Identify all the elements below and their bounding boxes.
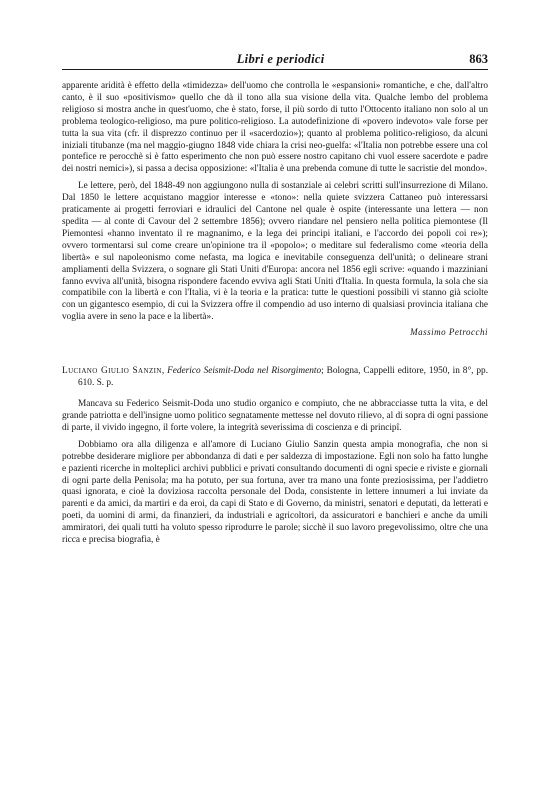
book-publication: ; Bologna, Cappelli editore, 1950, in 8°, pp. 610. S. p. (78, 366, 489, 389)
review1-signature: Massimo Petrocchi (410, 327, 488, 338)
review1-paragraph-1: apparente aridità è effetto della «timidezza» dell'uomo che controlla le «espansioni» romantiche, e che, dall'altro canto, è il suo «positivismo» quello che dà il tono alla sua visione della vita. Qualche lembo del problema religioso si mostra anche in quest'uomo, che è stato, forse, il più sordo di tutto l'Ottocento italiano non solo al un problema teologico-religioso, ma pure politico-religioso. La autodefinizione di «povero indevoto» vale forse per tutta la sua vita (cfr. il disprezzo continuo per il «sacerdozio»); quanto al problema politico-religioso, da alcuni iniziali titubanze (ma nel maggio-giugno 1848 vide chiara la crisi neo-guelfa: «l'Italia non potrebbe essere una col pontefice re perocchè si è fatto esperimento che non può essere nostro capitano chi vuol essere sacerdote e padre dei nostri nemici»), si passa a decisa opposizione: «l'Italia è una prebenda comune di tutte le sacristie del mondo». (62, 81, 488, 175)
review-sanzin (62, 365, 488, 547)
running-title: Libri e periodici (236, 52, 325, 66)
book-title: Federico Seismit-Doda nel Risorgimento (167, 366, 322, 377)
running-header (62, 52, 488, 70)
review-petrocchi (62, 81, 488, 337)
bibliographic-entry: Luciano Giulio Sanzin, Federico Seismit-Doda nel Risorgimento; Bologna, Cappelli editore, 1950, in 8°, pp. 610. S. p. (62, 366, 489, 389)
page-number: 863 (469, 52, 488, 66)
review2-paragraph-2: Dobbiamo ora alla diligenza e all'amore di Luciano Giulio Sanzin questa ampia monografia, che non si potrebbe desiderare migliore per abbondanza di dati e per saldezza di impostazione. Egli non solo ha fatto lunghe e pazienti ricerche in molteplici archivi pubblici e privati consultando documenti di ogni specie e riviste e giornali di ogni parte della Penisola; ma ha potuto, per sua fortuna, aver tra mano una fonte preziosissima, per l'addietro quasi ignorata, e cioè la doviziosa raccolta personale del Doda, consistente in lettere innumeri a lui inviate da parenti e da amici, da martiri e da eroi, da capi di Stato e di Governo, da ministri, senatori e deputati, da letterati e poeti, da uomini di armi, da finanzieri, da industriali e agricoltori, da assicuratori e banchieri e anche da umili ammiratori, dei quali tutti ha voluto spesso riprodurre le parole; sicchè il suo lavoro pregevolissimo, oltre che una ricca e precisa biografia, è (62, 439, 488, 546)
book-author: Luciano Giulio Sanzin (62, 366, 162, 377)
review2-paragraph-1: Mancava su Federico Seismit-Doda uno studio organico e compiuto, che ne abbracciasse tutta la vita, e del grande patriotta e dell'insigne uomo politico segnatamente mettesse nel dovuto rilievo, al di sopra di ogni passione di parte, il vivido ingegno, il forte volere, la integrità severissima di coscienza e di principî. (62, 399, 488, 433)
review1-paragraph-2: Le lettere, però, del 1848-49 non aggiungono nulla di sostanziale ai celebri scritti sull'insurrezione di Milano. Dal 1850 le lettere acquistano maggior interesse e «tono»: nella quiete svizzera Cattaneo può interessarsi praticamente ai progetti ferroviari e idraulici del Cantone nel quale è ospite (interessante una lettera — non spedita — al conte di Cavour del 2 settembre 1856); ovvero riandare nel pensiero nella politica piemontese (Il Piemontesi «hanno inventato il re magnanimo, e la lega dei principi italiani, e l'accordo dei popoli coi re»); ovvero tormentarsi sul come creare un'opinione tra il «popolo»; o meditare sul federalismo come «teoria della libertà» e sul napoleonismo come nefasta, ma logica e inevitabile conseguenza dell'unità; o delineare strani ampliamenti della Svizzera, o sognare gli Stati Uniti d'Europa: ancora nel 1856 egli scrive: «quando i mazziniani fanno evviva all'unità, bisogna rispondere facendo evviva agli Stati Uniti d'Italia. In questa formula, la sola che sia compatibile con la libertà e con l'Italia, vi è la teoria e la pratica: tutte le questioni possibili vi stanno già sciolte con un gigantesco esempio, di cui la Svizzera offre il compendio ad uso interno di qualsiasi provincia italiana che voglia avere in seno la pace e la libertà». (62, 181, 488, 323)
